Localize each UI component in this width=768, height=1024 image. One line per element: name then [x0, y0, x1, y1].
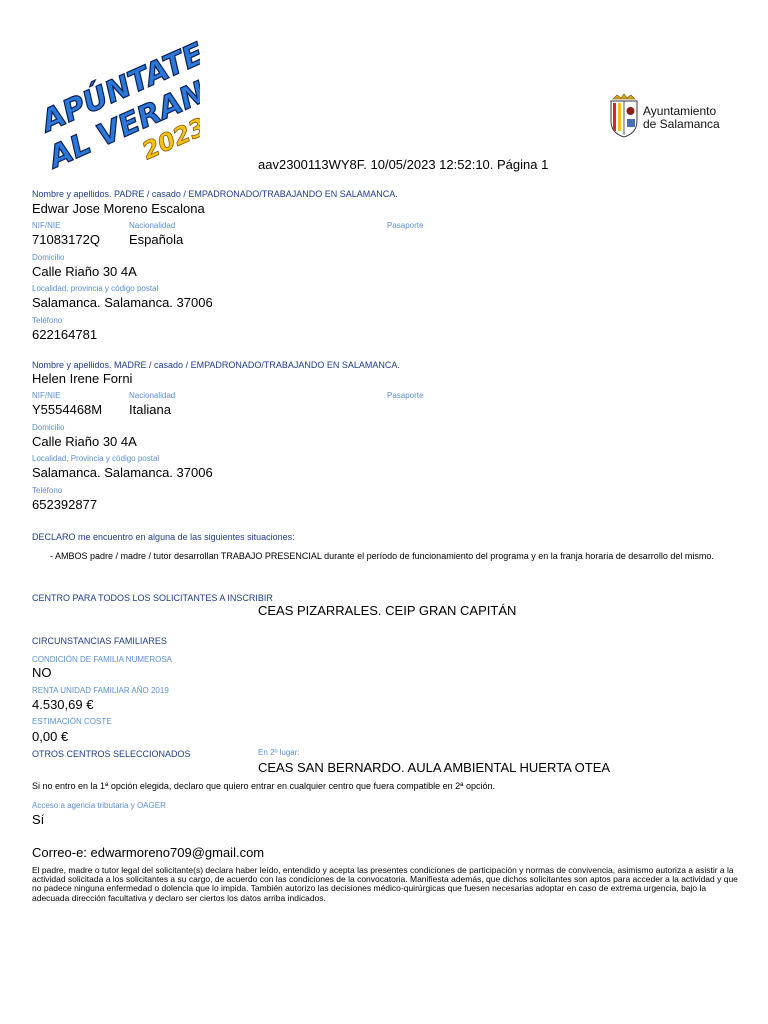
mother-locality-label: Localidad, Provincia y código postal: [32, 454, 160, 463]
mother-phone-label: Teléfono: [32, 486, 63, 495]
second-choice-label: En 2º lugar:: [258, 748, 300, 757]
mother-passport-label: Pasaporte: [387, 391, 424, 400]
coste-label: ESTIMACIÓN COSTE: [32, 717, 112, 726]
mother-nif: Y5554468M: [32, 402, 103, 417]
legal-text: El padre, madre o tutor legal del solicitante(s) declara haber leído, entendido y acepta las presentes condiciones de participación y normas de convivencia, asimismo autoriza a asistir a la actividad solicitada a los solicitantes a su cargo, de acuerdo con las condiciones de la convocatoria. Manifiesta además, que dichos solicitantes son aptos para acceder a la actividad y que no padece ninguna enfermedad o dolencia que lo impida. También autorizo las decisiones médico-quirúrgicas que fuesen necesarias adoptar en caso de extrema urgencia, bajo la adecuada dirección facultativa y declaro ser ciertos los datos arriba indicados.: [32, 865, 738, 903]
circunstancias-title: CIRCUNSTANCIAS FAMILIARES: [32, 636, 167, 646]
father-nif: 71083172Q: [32, 232, 100, 247]
mother-section-title: Nombre y apellidos. MADRE / casado / EMPADRONADO/TRABAJANDO EN SALAMANCA.: [32, 360, 400, 370]
declaro-item: - AMBOS padre / madre / tutor desarrollan TRABAJO PRESENCIAL durante el período de funcionamiento del programa y en la franja horaria de desarrollo del mismo.: [50, 551, 714, 561]
mother-phone: 652392877: [32, 497, 98, 512]
email: Correo-e: edwarmoreno709@gmail.com: [32, 845, 265, 860]
mother-name: Helen Irene Forni: [32, 371, 133, 386]
coste-value: 0,00 €: [32, 729, 69, 744]
council-name: [643, 105, 720, 131]
logo-line2: AL VERANO: [43, 64, 200, 176]
council-logo: [607, 93, 737, 139]
agencia-value: Sí: [32, 812, 45, 827]
centro-label: CENTRO PARA TODOS LOS SOLICITANTES A INSCRIBIR: [32, 593, 273, 603]
father-address-label: Domicilio: [32, 253, 65, 262]
father-address: Calle Riaño 30 4A: [32, 264, 137, 279]
father-passport-label: Pasaporte: [387, 221, 424, 230]
father-locality-label: Localidad, provincia y código postal: [32, 284, 159, 293]
father-nationality: Española: [129, 232, 184, 247]
otros-label: OTROS CENTROS SELECCIONADOS: [32, 749, 191, 759]
father-name: Edwar Jose Moreno Escalona: [32, 201, 205, 216]
renta-label: RENTA UNIDAD FAMILIAR AÑO 2019: [32, 686, 169, 695]
mother-nationality: Italiana: [129, 402, 171, 417]
mother-address-label: Domicilio: [32, 423, 65, 432]
declaro-title: DECLARO me encuentro en alguna de las siguientes situaciones:: [32, 532, 295, 542]
father-section-title: Nombre y apellidos. PADRE / casado / EMPADRONADO/TRABAJANDO EN SALAMANCA.: [32, 189, 398, 199]
centro-value: CEAS PIZARRALES. CEIP GRAN CAPITÁN: [258, 603, 517, 618]
father-nationality-label: Nacionalidad: [129, 221, 176, 230]
council-name-line2: de Salamanca: [643, 117, 720, 131]
father-phone: 622164781: [32, 327, 98, 342]
logo-year: 2023: [138, 112, 200, 166]
mother-address: Calle Riaño 30 4A: [32, 434, 137, 449]
father-nif-label: NIF/NIE: [32, 221, 61, 230]
father-phone-label: Teléfono: [32, 316, 63, 325]
otros-note: Si no entro en la 1ª opción elegida, declaro que quiero entrar en cualquier centro que fuera compatible en 2ª opción.: [32, 781, 495, 791]
apuntate-al-verano-logo: [30, 30, 200, 180]
mother-locality: Salamanca. Salamanca. 37006: [32, 465, 213, 480]
logo-line1: APÚNTATE: [36, 36, 200, 140]
document-header: aav2300113WY8F. 10/05/2023 12:52:10. Página 1: [258, 157, 549, 172]
council-name-line1: Ayuntamiento: [643, 104, 717, 118]
father-locality: Salamanca. Salamanca. 37006: [32, 295, 213, 310]
numerosa-label: CONDICIÓN DE FAMILIA NUMEROSA: [32, 655, 173, 664]
salamanca-coat-of-arms-icon: [607, 93, 641, 139]
renta-value: 4.530,69 €: [32, 697, 94, 712]
mother-nif-label: NIF/NIE: [32, 391, 61, 400]
agencia-label: Acceso a agencia tributaria y OAGER: [32, 801, 166, 810]
mother-nationality-label: Nacionalidad: [129, 391, 176, 400]
second-choice-value: CEAS SAN BERNARDO. AULA AMBIENTAL HUERTA OTEA: [258, 760, 611, 775]
numerosa-value: NO: [32, 665, 52, 680]
